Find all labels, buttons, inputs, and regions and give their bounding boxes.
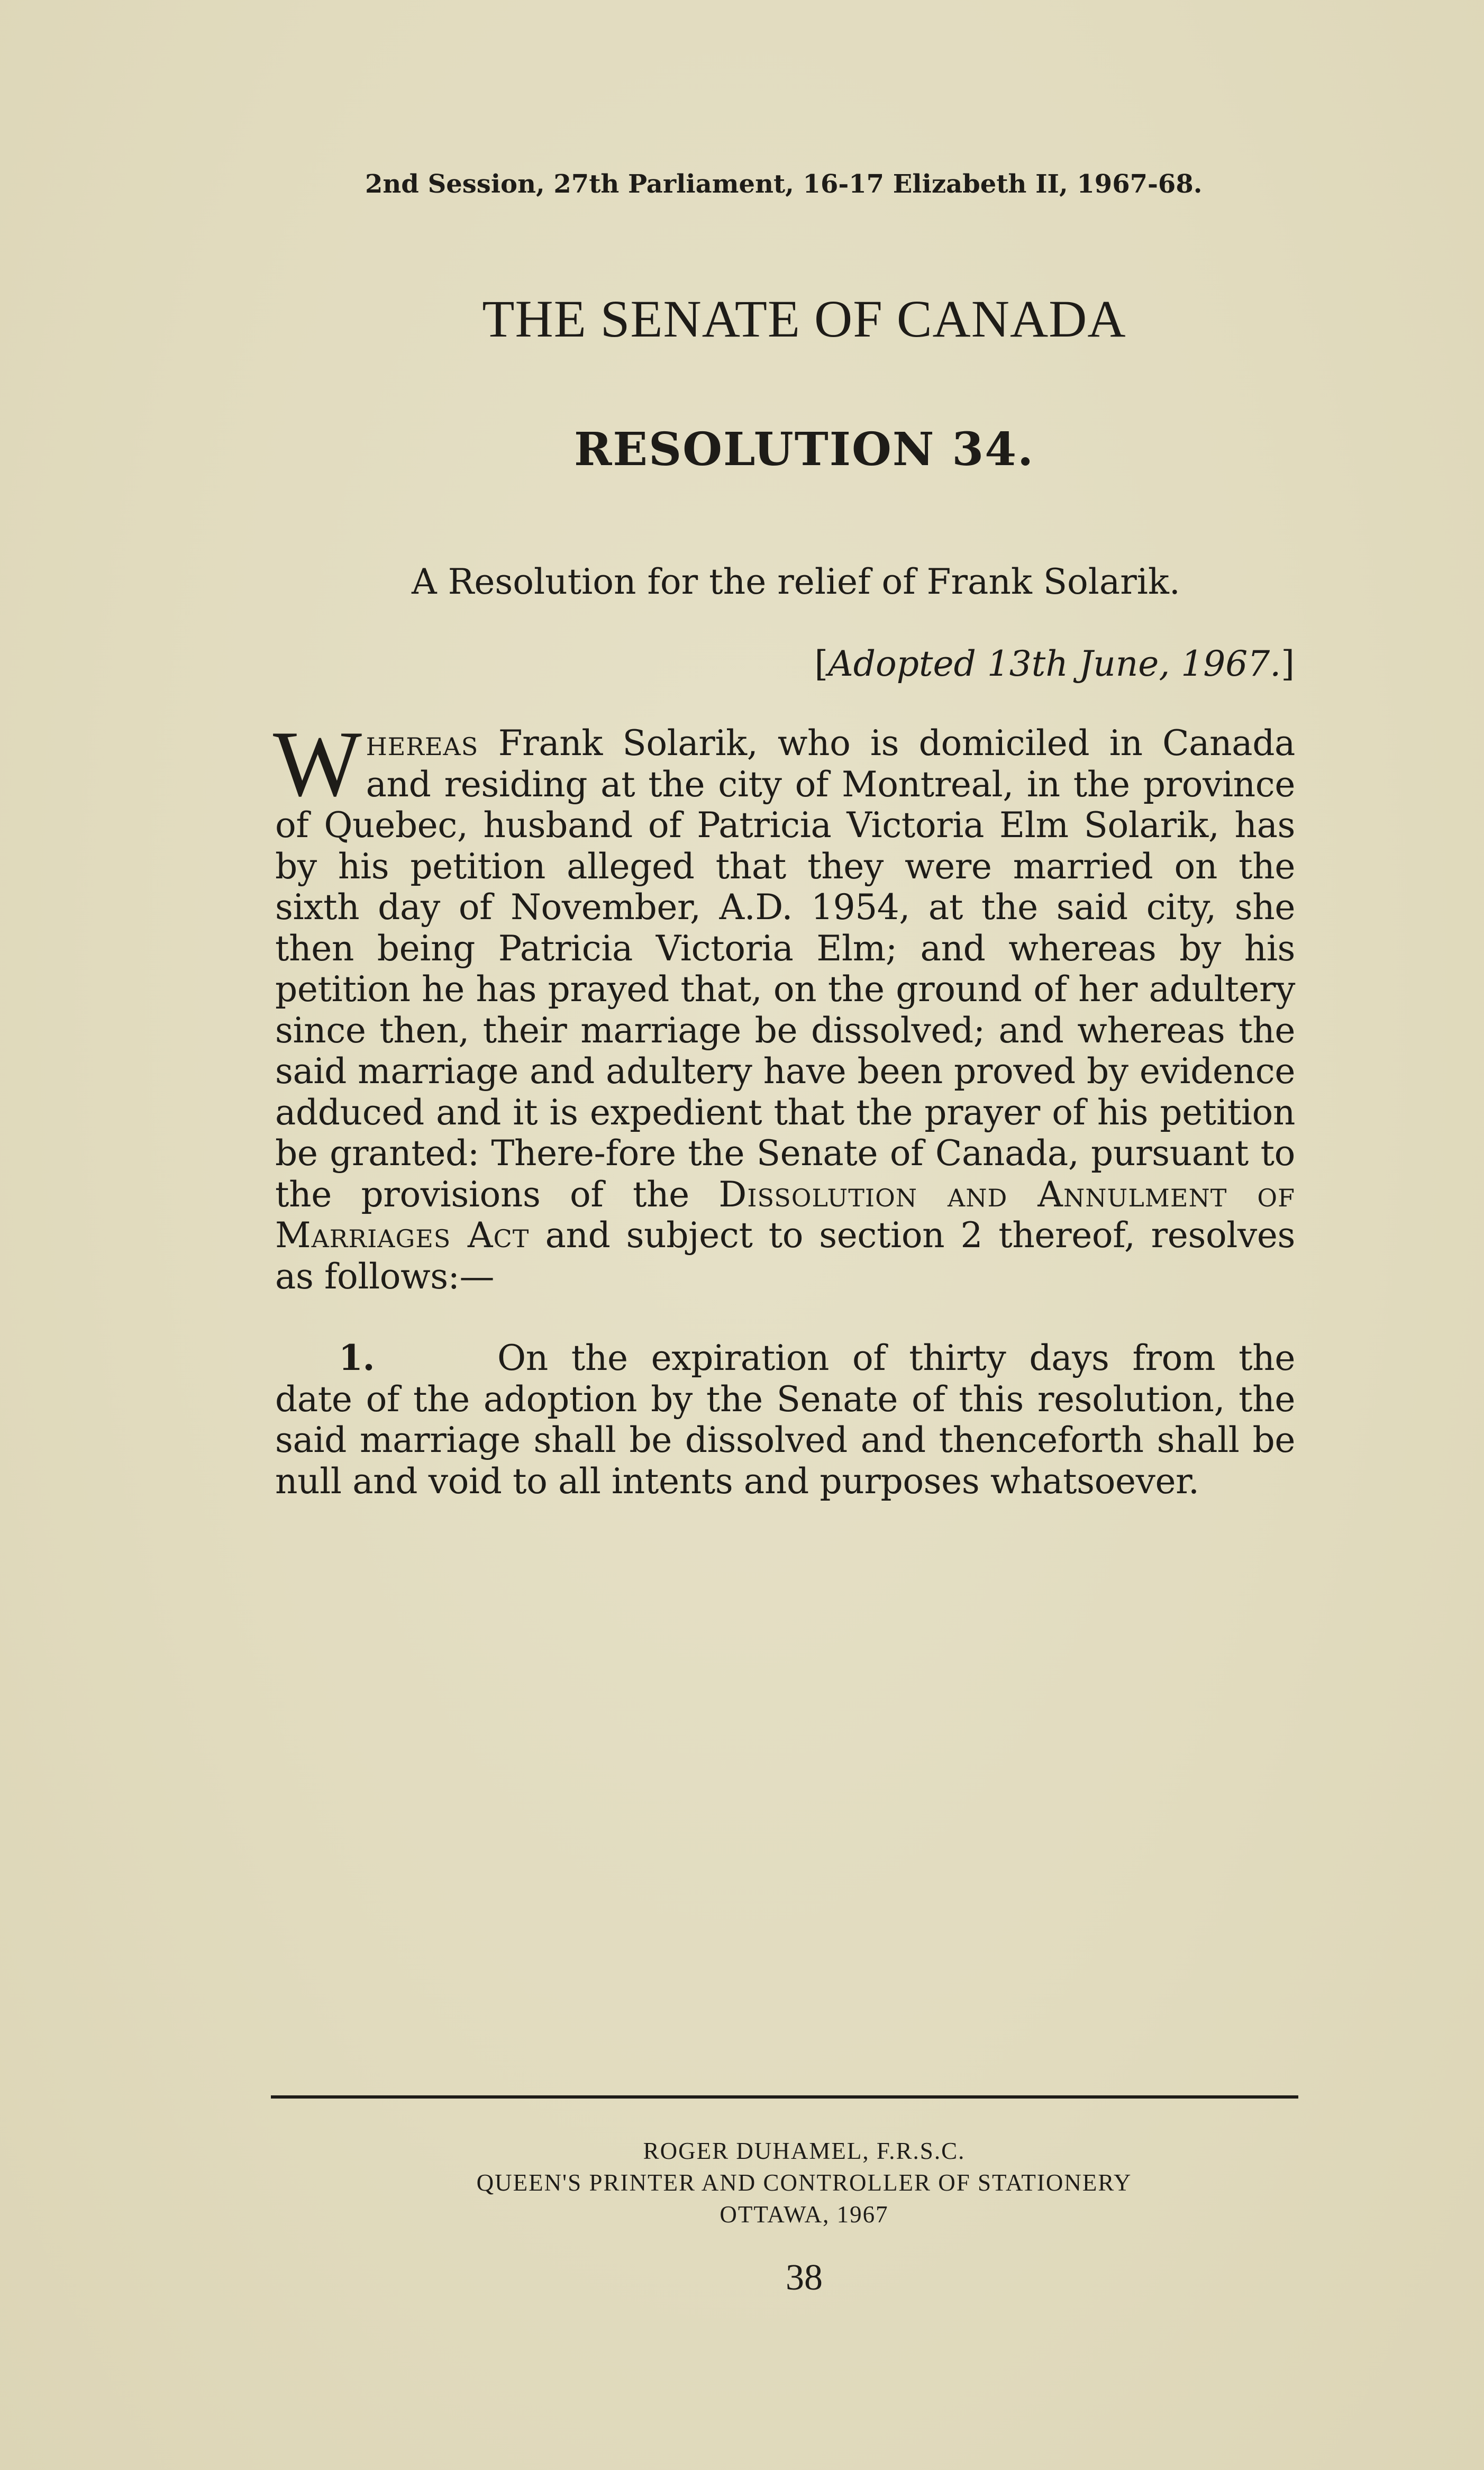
resolution-subject: A Resolution for the relief of Frank Solarik. (412, 561, 1180, 602)
footer-printer-title: QUEEN'S PRINTER AND CONTROLLER OF STATIONERY (476, 2169, 1132, 2196)
session-line: 2nd Session, 27th Parliament, 16-17 Elizabeth II, 1967-68. (365, 169, 1203, 199)
footer-printer: ROGER DUHAMEL, F.R.S.C. (643, 2138, 966, 2164)
adoption-date-text: Adopted 13th June, 1967. (828, 643, 1281, 684)
clause-text: On the expiration of thirty days from the date of the adoption by the Senate of this resolution, the said marriage shall be dissolved and thenceforth shall be null and void to all intents and purposes whatsoever. (275, 1338, 1295, 1502)
resolution-number: RESOLUTION 34. (573, 423, 1035, 476)
drop-cap: W (273, 711, 362, 816)
preamble-lead-word: hereas (366, 723, 479, 764)
clause-number: 1. (339, 1337, 375, 1378)
preamble-paragraph (273, 711, 1295, 1297)
clause-paragraph (275, 1338, 1295, 1502)
footer-place-year: OTTAWA, 1967 (720, 2201, 889, 2228)
preamble-text-part-1: Frank Solarik, who is domiciled in Canada and residing at the city of Montreal, in the province of Quebec, husband of Patricia Victoria Elm Solarik, has by his petition alleged that they were married on the sixth day of November, A.D. 1954, at the said city, she then being Patricia Victoria Elm; and whereas by his petition he has prayed that, on the ground of her adultery since then, their marriage be dissolved; and whereas the said marriage and adultery have been proved by evidence adduced and it is expedient that the prayer of his petition be granted: There-fore the Senate of Canada, pursuant to the provisions of the (275, 723, 1295, 1215)
senate-heading: THE SENATE OF CANADA (482, 289, 1126, 348)
resolution-body (273, 711, 1295, 1502)
footer-divider (271, 2095, 1298, 2099)
adoption-date: [Adopted 13th June, 1967.] (814, 643, 1295, 684)
preamble-text-part-2: and subject to section 2 thereof, resolves as follows:— (275, 1215, 1295, 1297)
act-name: Dissolution and Annulment of Marriages Act (275, 1174, 1295, 1256)
page-number: 38 (786, 2257, 823, 2298)
